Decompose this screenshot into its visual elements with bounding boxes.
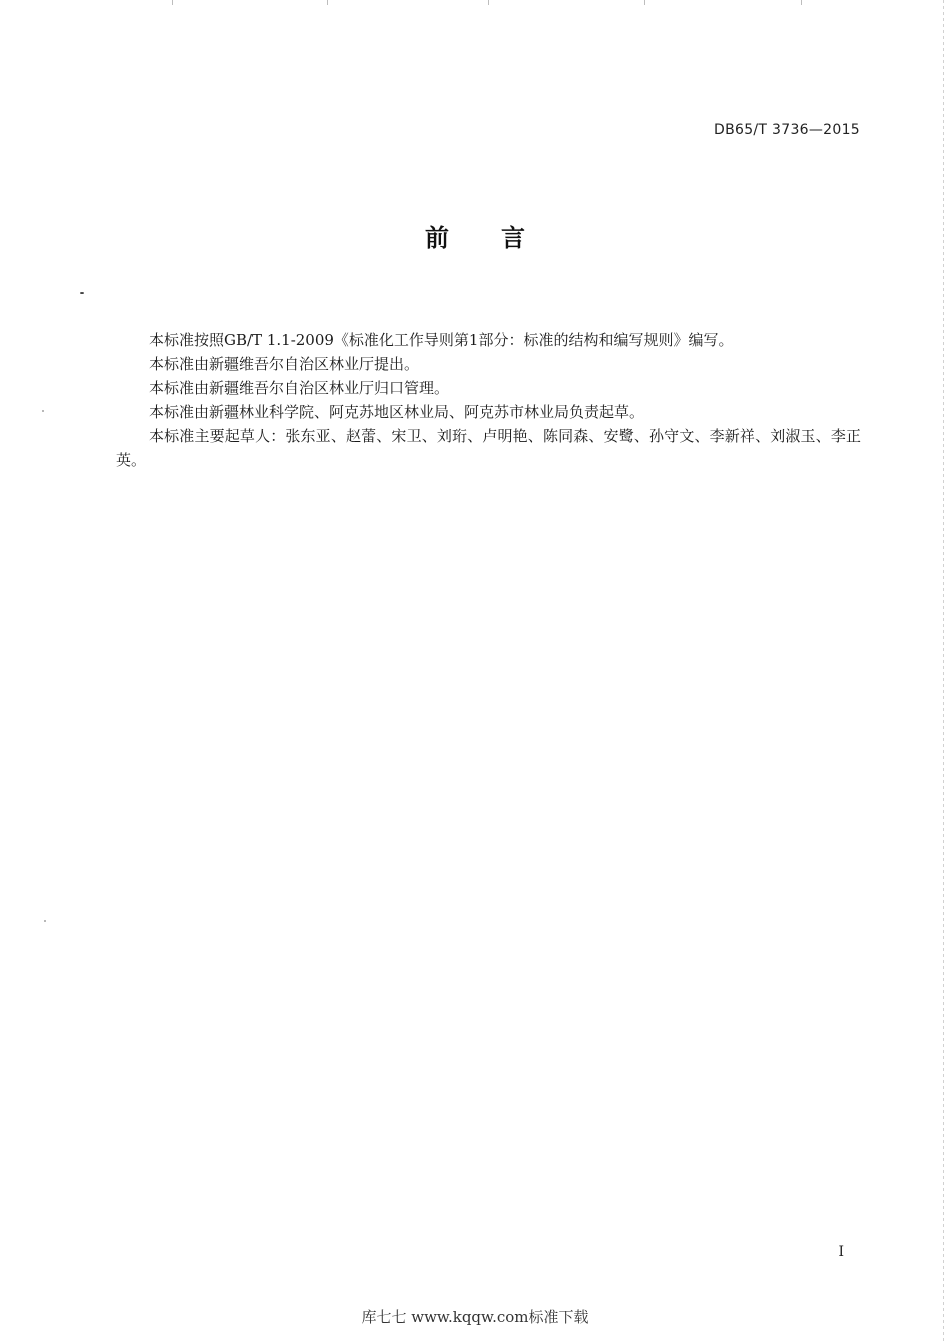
foreword-body [116,328,861,472]
foreword-paragraph: 本标准按照GB/T 1.1-2009《标准化工作导则第1部分：标准的结构和编写规则》编写。 [149,331,734,349]
scan-edge-line [943,0,944,1344]
foreword-paragraph: 本标准由新疆维吾尔自治区林业厅提出。 [149,355,420,373]
page-title: 前言 [425,224,577,252]
scan-top-ticks [0,0,950,6]
scan-speck [44,920,46,922]
foreword-paragraph: 本标准主要起草人：张东亚、赵蕾、宋卫、刘珩、卢明艳、陈同森、安鹭、孙守文、李新祥、刘淑玉、李正英。 [116,427,861,469]
page-number: I [838,1244,844,1260]
foreword-paragraph: 本标准由新疆林业科学院、阿克苏地区林业局、阿克苏市林业局负责起草。 [149,403,645,421]
scan-speck [80,292,84,294]
footer-watermark: 库七七 www.kqqw.com标准下载 [361,1308,589,1326]
foreword-paragraph: 本标准由新疆维吾尔自治区林业厅归口管理。 [149,379,450,397]
standard-code: DB65/T 3736—2015 [714,122,860,138]
scan-speck [42,410,44,412]
